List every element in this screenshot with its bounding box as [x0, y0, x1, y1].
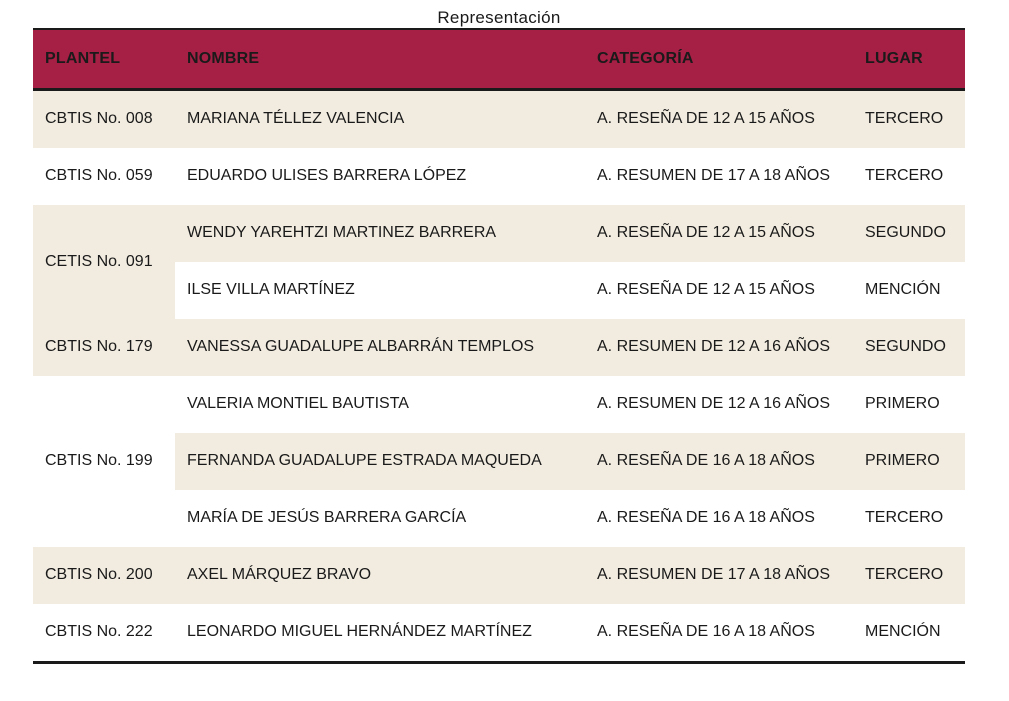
nombre-cell: EDUARDO ULISES BARRERA LÓPEZ — [175, 148, 585, 205]
nombre-cell: WENDY YAREHTZI MARTINEZ BARRERA — [175, 205, 585, 262]
plantel-cell: CBTIS No. 222 — [33, 604, 175, 663]
plantel-cell: CBTIS No. 200 — [33, 547, 175, 604]
lugar-cell: TERCERO — [853, 547, 965, 604]
column-header-nombre: NOMBRE — [187, 49, 260, 67]
nombre-cell: VANESSA GUADALUPE ALBARRÁN TEMPLOS — [175, 319, 585, 376]
nombre-cell: ILSE VILLA MARTÍNEZ — [175, 262, 585, 319]
lugar-cell: SEGUNDO — [853, 205, 965, 262]
categoria-cell: A. RESUMEN DE 12 A 16 AÑOS — [585, 376, 853, 433]
lugar-cell: PRIMERO — [853, 376, 965, 433]
categoria-cell: A. RESEÑA DE 16 A 18 AÑOS — [585, 604, 853, 663]
nombre-cell: AXEL MÁRQUEZ BRAVO — [175, 547, 585, 604]
lugar-cell: MENCIÓN — [853, 604, 965, 663]
header-row — [33, 29, 965, 89]
lugar-cell: TERCERO — [853, 490, 965, 547]
column-header-plantel: PLANTEL — [45, 49, 121, 67]
nombre-cell: MARIANA TÉLLEZ VALENCIA — [175, 89, 585, 148]
lugar-cell: MENCIÓN — [853, 262, 965, 319]
categoria-cell: A. RESEÑA DE 16 A 18 AÑOS — [585, 490, 853, 547]
plantel-cell: CBTIS No. 059 — [33, 148, 175, 205]
nombre-cell: VALERIA MONTIEL BAUTISTA — [175, 376, 585, 433]
lugar-cell: TERCERO — [853, 89, 965, 148]
column-header-lugar: LUGAR — [865, 49, 923, 67]
table-row — [33, 376, 965, 433]
plantel-cell: CETIS No. 091 — [33, 205, 175, 319]
categoria-cell: A. RESUMEN DE 17 A 18 AÑOS — [585, 148, 853, 205]
table-header — [33, 29, 965, 89]
nombre-cell: FERNANDA GUADALUPE ESTRADA MAQUEDA — [175, 433, 585, 490]
categoria-cell: A. RESEÑA DE 16 A 18 AÑOS — [585, 433, 853, 490]
nombre-cell: MARÍA DE JESÚS BARRERA GARCÍA — [175, 490, 585, 547]
table-body — [33, 89, 965, 662]
plantel-cell: CBTIS No. 199 — [33, 376, 175, 547]
categoria-cell: A. RESEÑA DE 12 A 15 AÑOS — [585, 262, 853, 319]
lugar-cell: SEGUNDO — [853, 319, 965, 376]
categoria-cell: A. RESEÑA DE 12 A 15 AÑOS — [585, 205, 853, 262]
nombre-cell: LEONARDO MIGUEL HERNÁNDEZ MARTÍNEZ — [175, 604, 585, 663]
categoria-cell: A. RESEÑA DE 12 A 15 AÑOS — [585, 89, 853, 148]
table-row — [33, 205, 965, 262]
lugar-cell: TERCERO — [853, 148, 965, 205]
plantel-cell: CBTIS No. 008 — [33, 89, 175, 148]
results-table — [33, 28, 965, 664]
table-row — [33, 604, 965, 663]
column-header-categoria: CATEGORÍA — [597, 49, 694, 67]
table-row — [33, 319, 965, 376]
table-caption: Representación — [437, 8, 561, 27]
table-row — [33, 547, 965, 604]
lugar-cell: PRIMERO — [853, 433, 965, 490]
categoria-cell: A. RESUMEN DE 17 A 18 AÑOS — [585, 547, 853, 604]
categoria-cell: A. RESUMEN DE 12 A 16 AÑOS — [585, 319, 853, 376]
table-row — [33, 148, 965, 205]
table-row — [33, 89, 965, 148]
plantel-cell: CBTIS No. 179 — [33, 319, 175, 376]
